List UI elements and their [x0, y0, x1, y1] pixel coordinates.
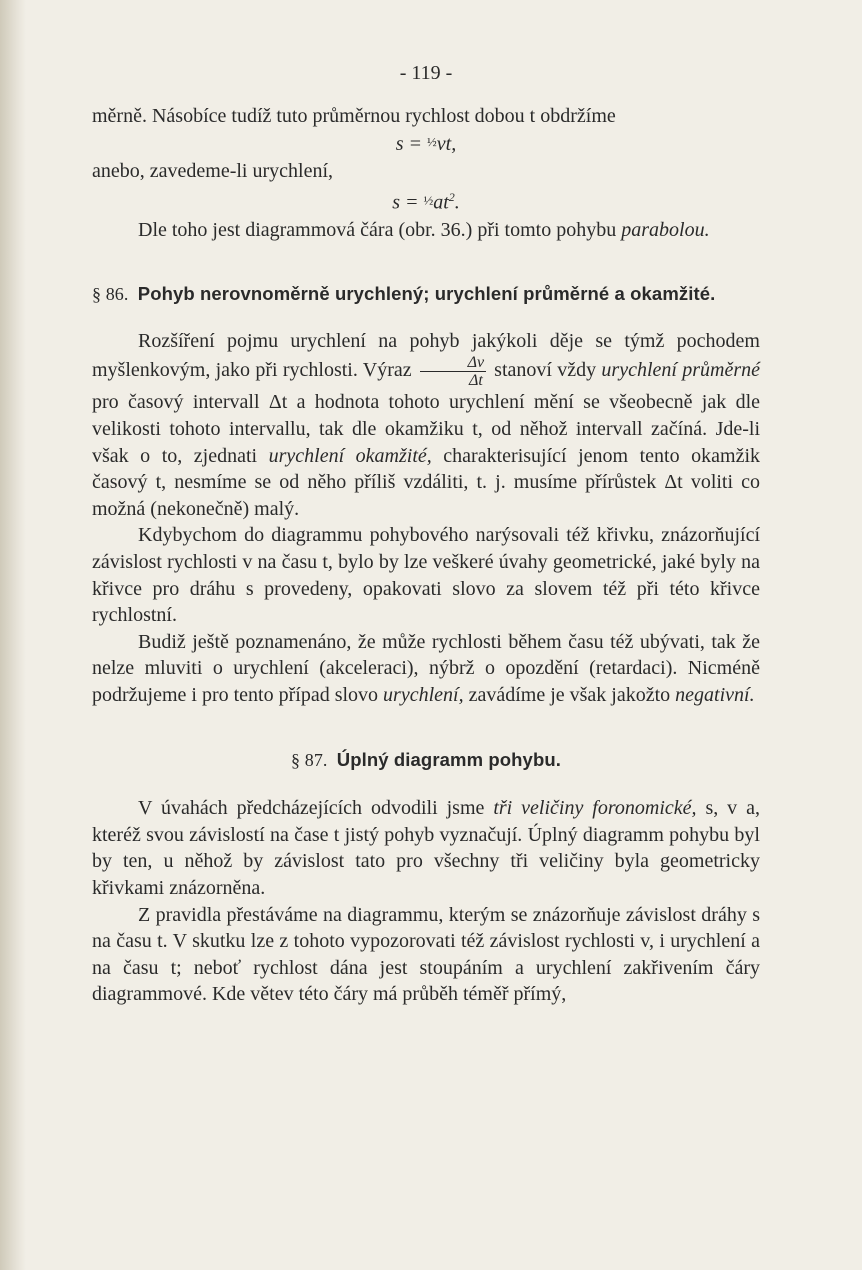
intro-line-2: anebo, zavedeme-li urychlení, [92, 159, 333, 182]
formula1-rhs: vt, [436, 133, 457, 156]
delta-v-over-delta-t [420, 354, 487, 389]
formula-s-half-vt [92, 129, 760, 158]
section-87-number: § 87. [291, 749, 328, 770]
formula2-rhs: at [433, 192, 449, 215]
page-edge-shadow [0, 0, 26, 1270]
intro-paragraph-text: Dle toho jest diagrammová čára (obr. 36.) při tomto pohybu [138, 218, 622, 241]
section-87-paragraph-2: Z pravidla přestáváme na diagrammu, kterým se znázorňuje závislost dráhy s na času t. V skutku lze z tohoto vypozorovati též závislost rychlosti v, i urychlení a na času t; neboť rychlost dána jest stoupáním a urychlení zakřivením čáry diagrammové. Kde větev této čáry má průběh téměř přímý, [92, 903, 760, 1006]
section-86-paragraph-1 [92, 328, 760, 523]
book-page [92, 60, 760, 1008]
section-87-title: Úplný diagramm pohybu. [336, 748, 561, 770]
formula2-exponent: 2 [448, 190, 455, 205]
intro-paragraph-emphasis: parabolou. [621, 218, 710, 241]
formula1-lhs: s = [395, 133, 428, 156]
intro-paragraph [92, 217, 760, 244]
s87-p1-emphasis: tři veličiny foronomické, [493, 797, 697, 820]
section-87-heading [92, 747, 760, 774]
s86-p1-emphasis-1: urychlení průměrné [601, 359, 760, 382]
s86-p3-emphasis-1: urychlení, [383, 683, 464, 706]
fraction-denominator: Δt [468, 372, 483, 390]
section-86-title: Pohyb nerovnoměrně urychlený; urychlení průměrné a okamžité. [137, 283, 716, 305]
formula2-end: . [454, 192, 460, 215]
formula2-fraction: ½ [423, 193, 434, 209]
section-86-number: § 86. [92, 284, 129, 305]
page-number: - 119 - [399, 62, 453, 84]
section-86-paragraph-2: Kdybychom do diagrammu pohybového narýsovali též křivku, znázorňující závislost rychlosti v na času t, bylo by lze veškeré úvahy geometrické, jaké byly na křivce pro dráhu s provedeny, opakovati slovo za slovem též při této křivce rychlostní. [92, 524, 760, 627]
formula-s-half-at2 [92, 184, 760, 216]
section-87-paragraph-1 [92, 795, 760, 901]
s86-p1-text-a: Rozšíření pojmu urychlení na pohyb jakýkoli děje se týmž pochodem myšlenkovým, jako při rychlosti. Výraz [92, 329, 760, 382]
s86-p3-emphasis-2: negativní. [675, 683, 755, 706]
s87-p1-text-a: V úvahách předcházejících odvodili jsme [138, 797, 494, 820]
fraction-numerator: Δv [420, 354, 487, 372]
s86-p1-text-d: charakterisující jenom tento okamžik časový t, nesmíme se od něho příliš vzdáliti, t. j. musíme přírůstek Δt voliti co možná (nekonečně) malý. [92, 444, 760, 520]
s87-p1-text-b: s, v a, kteréž svou závislostí na čase t jistý pohyb vyznačují. Úplný diagramm pohybu byl by ten, u něhož by závislost tato pro všechny tři veličiny byla geometricky křivkami znázorněna. [92, 797, 760, 899]
s86-p3-text-b: zavádíme je však jakožto [463, 683, 676, 706]
formula2-lhs: s = [392, 192, 424, 215]
formula1-fraction: ½ [427, 134, 437, 150]
section-86-paragraph-3 [92, 629, 760, 709]
s86-p1-text-b: stanoví vždy [494, 359, 602, 382]
s86-p1-emphasis-2: urychlení okamžité, [268, 444, 432, 467]
section-86-heading [92, 281, 760, 308]
s86-p3-text-a: Budiž ještě poznamenáno, že může rychlosti během času též ubývati, tak že nelze mluviti o urychlení (akceleraci), nýbrž o opozdění (retardaci). Nicméně podržujeme i pro tento případ slovo [92, 630, 760, 706]
s86-p1-text-c: pro časový intervall Δt a hodnota tohoto urychlení mění se všeobecně jak dle velikosti tohoto intervallu, tak dle okamžiku t, od něhož intervall začíná. Jde-li však o to, zjednati [92, 391, 760, 467]
intro-line-1: měrně. Násobíce tudíž tuto průměrnou rychlost dobou t obdržíme [92, 104, 616, 127]
